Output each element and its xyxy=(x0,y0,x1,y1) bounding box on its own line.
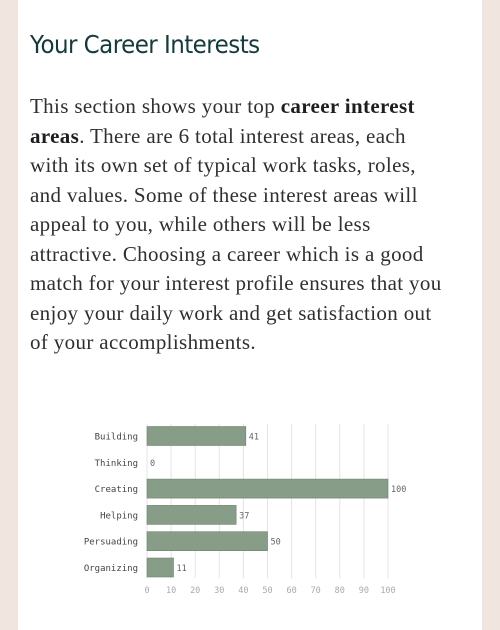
value-label: 37 xyxy=(239,511,250,522)
section-title: Your Career Interests xyxy=(30,30,260,59)
x-tick-label: 30 xyxy=(214,586,225,596)
value-label: 50 xyxy=(270,537,281,548)
x-tick-label: 80 xyxy=(334,586,345,596)
intro-text-bold: career interest areas xyxy=(30,94,415,148)
x-tick-label: 20 xyxy=(190,586,201,596)
value-label: 100 xyxy=(391,485,407,496)
x-tick-label: 40 xyxy=(238,586,249,596)
bar xyxy=(147,532,268,551)
category-label: Persuading xyxy=(83,537,138,548)
x-tick-label: 70 xyxy=(310,586,321,596)
category-label: Building xyxy=(94,432,138,443)
category-label: Organizing xyxy=(83,564,138,574)
x-tick-label: 60 xyxy=(286,586,297,596)
category-label: Helping xyxy=(100,511,138,522)
x-tick-label: 0 xyxy=(144,586,150,596)
intro-text-start: This section shows your top xyxy=(30,94,281,118)
x-tick-label: 100 xyxy=(380,586,396,596)
bar xyxy=(147,479,388,498)
bar xyxy=(147,505,236,524)
value-label: 41 xyxy=(248,432,260,443)
bar xyxy=(147,427,246,446)
category-label: Creating xyxy=(94,485,138,496)
x-tick-label: 90 xyxy=(358,586,370,596)
bar xyxy=(147,558,174,577)
x-tick-label: 50 xyxy=(262,586,273,596)
intro-text-end: . There are 6 total interest areas, each with its own set of typical work tasks, roles, and values. Some of these interest areas will appeal to you, while others will be less attractive. Choosing a career which is a good match for your interest profile ensures that you enjoy your daily work and get satisfaction out of your accomplishments. xyxy=(30,123,442,354)
category-label: Thinking xyxy=(94,458,138,469)
value-label: 11 xyxy=(176,564,187,574)
x-tick-label: 10 xyxy=(165,586,177,596)
value-label: 0 xyxy=(150,458,156,469)
